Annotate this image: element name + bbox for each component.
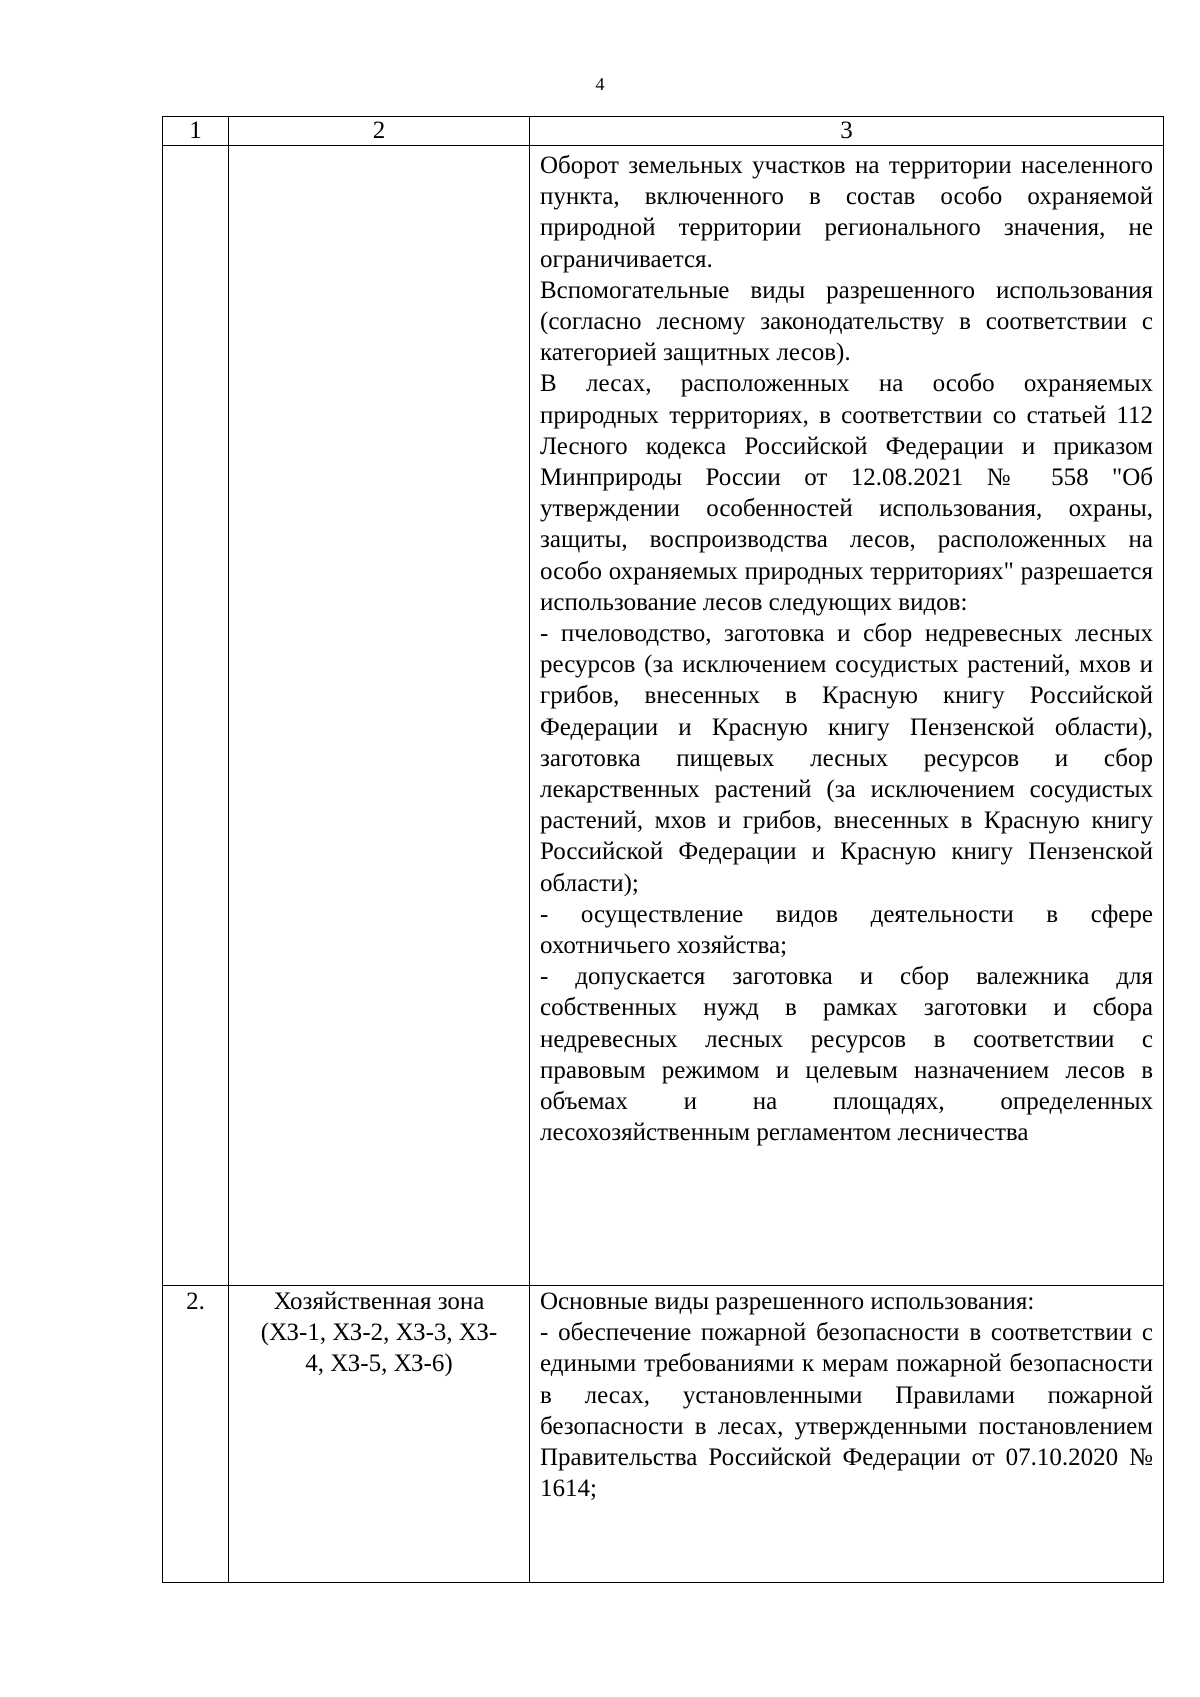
row-number-cell [163, 146, 229, 1286]
zone-name-cell [229, 1286, 530, 1583]
column-number-2: 2 [229, 117, 530, 146]
zone-name-line: (ХЗ-1, ХЗ-2, ХЗ-3, ХЗ- [260, 1319, 498, 1347]
regulation-text-cell [530, 146, 1164, 1286]
table-row [163, 146, 1164, 1286]
table-row [163, 1286, 1164, 1583]
paragraph-forest-use-law: В лесах, расположенных на особо охраняемых природных территориях, в соответствии со статьей 112 Лесного кодекса Российской Федерации и приказом Минприроды России от 12.08.2021 № 558 "Об утверждении особенностей использования, охраны, защиты, воспроизводства лесов, расположенных на особо охраняемых природных территориях" разрешается использование лесов следующих видов: [540, 370, 1153, 616]
paragraph-hunting: - осуществление видов деятельности в сфере охотничьего хозяйства; [540, 900, 1153, 960]
page-number: 4 [595, 74, 605, 94]
regulations-table [162, 116, 1164, 1583]
paragraph-beekeeping: - пчеловодство, заготовка и сбор недревесных лесных ресурсов (за исключением сосудистых растений, мхов и грибов, внесенных в Красную книгу Российской Федерации и Красную книгу Пензенской области), заготовка пищевых лесных ресурсов и сбор лекарственных растений (за исключением сосудистых растений, мхов и грибов, внесенных в Красную книгу Российской Федерации и Красную книгу Пензенской области); [540, 620, 1153, 897]
zone-name-line: 4, ХЗ-5, ХЗ-6) [305, 1350, 453, 1378]
paragraph-land-turnover: Оборот земельных участков на территории населенного пункта, включенного в состав особо охраняемой природной территории регионального значения, не ограничивается. [540, 152, 1153, 273]
paragraph-main-uses: Основные виды разрешенного использования: [540, 1288, 1035, 1315]
paragraph-fire-safety: - обеспечение пожарной безопасности в соответствии с едиными требованиями к мерам пожарной безопасности в лесах, установленными Правилами пожарной безопасности в лесах, утвержденными постановлением Правительства Российской Федерации от 07.10.2020 № 1614; [540, 1319, 1153, 1503]
table-header-row [163, 117, 1164, 146]
column-number-1: 1 [163, 117, 229, 146]
paragraph-deadwood: - допускается заготовка и сбор валежника для собственных нужд в рамках заготовки и сбора недревесных лесных ресурсов в соответствии с правовым режимом и целевым назначением лесов в объемах и на площадях, определенных лесохозяйственным регламентом лесничества [540, 963, 1153, 1147]
regulation-text-cell [530, 1286, 1164, 1583]
column-number-3: 3 [530, 117, 1164, 146]
zone-name-line: Хозяйственная зона [273, 1288, 485, 1315]
row-number-cell: 2. [163, 1286, 229, 1583]
zone-name-cell [229, 146, 530, 1286]
paragraph-auxiliary-uses: Вспомогательные виды разрешенного использования (согласно лесному законодательству в соответствии с категорией защитных лесов). [540, 276, 1153, 367]
